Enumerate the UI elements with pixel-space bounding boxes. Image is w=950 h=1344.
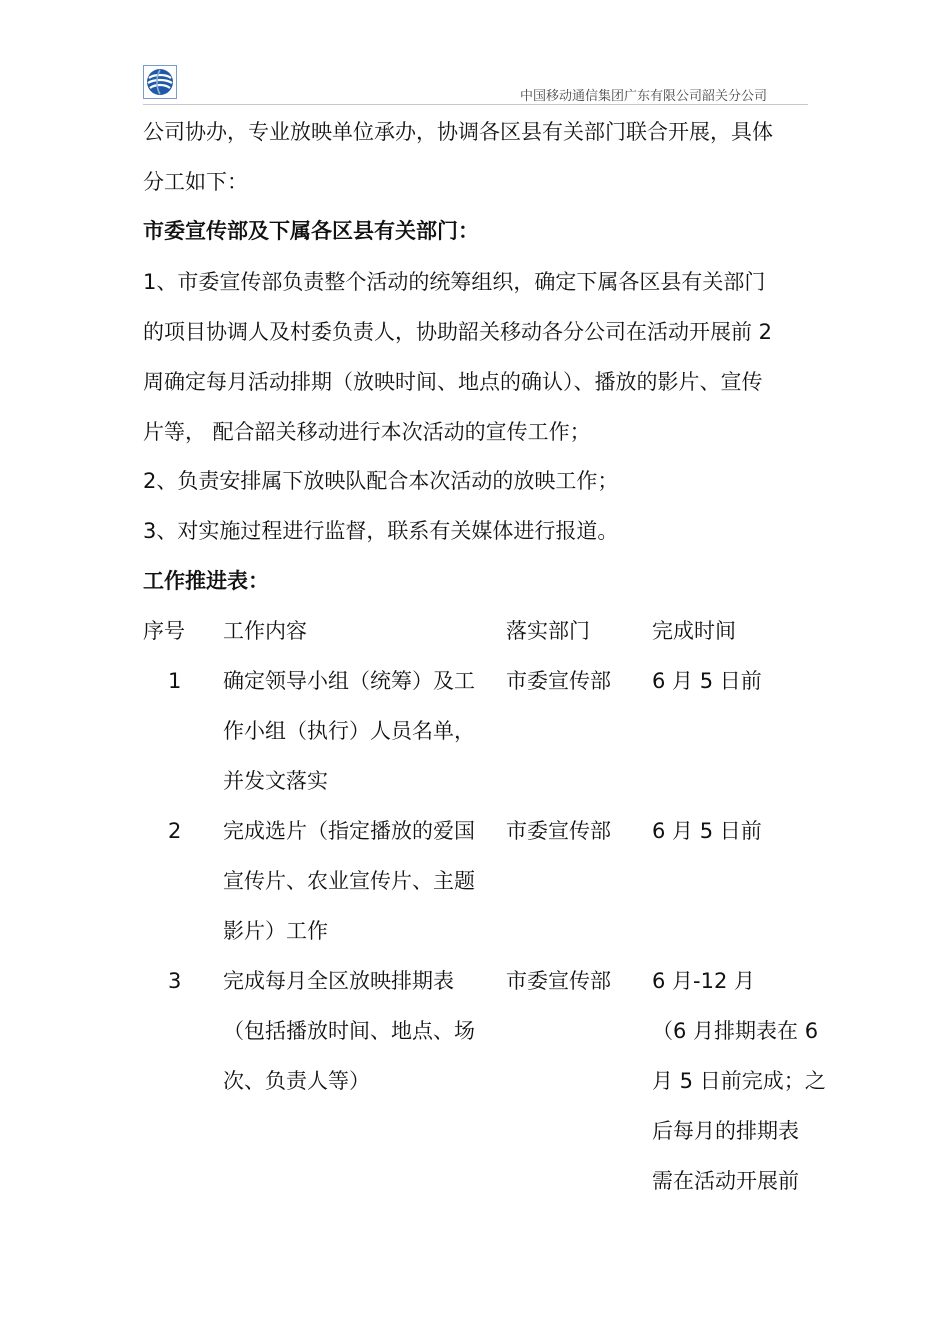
table-header-seq: 序号 bbox=[143, 619, 185, 643]
row-time-line: 需在活动开展前 bbox=[652, 1169, 799, 1193]
section-heading: 市委宣传部及下属各区县有关部门： bbox=[143, 219, 479, 243]
row-work-line: （包括播放时间、地点、场 bbox=[223, 1019, 475, 1043]
row-dept: 市委宣传部 bbox=[506, 669, 611, 693]
row-dept: 市委宣传部 bbox=[506, 969, 611, 993]
row-time-line: 后每月的排期表 bbox=[652, 1119, 799, 1143]
duty-line: 2、负责安排属下放映队配合本次活动的放映工作； bbox=[143, 469, 619, 493]
table-heading: 工作推进表： bbox=[143, 569, 269, 593]
row-time-line: 6 月 5 日前 bbox=[652, 819, 762, 843]
row-work-line: 次、负责人等） bbox=[223, 1069, 370, 1093]
row-work-line: 作小组（执行）人员名单， bbox=[223, 719, 475, 743]
row-time-line: （6 月排期表在 6 bbox=[652, 1019, 819, 1043]
row-work-line: 确定领导小组（统筹）及工 bbox=[223, 669, 475, 693]
table-header-work: 工作内容 bbox=[223, 619, 307, 643]
duty-line: 周确定每月活动排期（放映时间、地点的确认）、播放的影片、宣传 bbox=[143, 370, 763, 394]
intro-line: 分工如下： bbox=[143, 170, 248, 194]
table-header-dept: 落实部门 bbox=[506, 619, 590, 643]
row-time-line: 6 月 5 日前 bbox=[652, 669, 762, 693]
table-header-time: 完成时间 bbox=[652, 619, 736, 643]
header-organization: 中国移动通信集团广东有限公司韶关分公司 bbox=[520, 89, 768, 104]
row-work-line: 并发文落实 bbox=[223, 769, 328, 793]
duty-line: 1、市委宣传部负责整个活动的统筹组织，确定下属各区县有关部门 bbox=[143, 270, 766, 294]
row-work-line: 完成选片（指定播放的爱国 bbox=[223, 819, 475, 843]
row-seq: 1 bbox=[168, 669, 182, 693]
duty-line: 3、对实施过程进行监督，联系有关媒体进行报道。 bbox=[143, 519, 619, 543]
duty-line: 片等， 配合韶关移动进行本次活动的宣传工作； bbox=[143, 420, 591, 444]
intro-line: 公司协办，专业放映单位承办，协调各区县有关部门联合开展，具体 bbox=[143, 120, 773, 144]
row-seq: 2 bbox=[168, 819, 182, 843]
row-time-line: 月 5 日前完成；之 bbox=[652, 1069, 826, 1093]
row-work-line: 宣传片、农业宣传片、主题 bbox=[223, 869, 475, 893]
row-work-line: 影片）工作 bbox=[223, 919, 328, 943]
row-work-line: 完成每月全区放映排期表 bbox=[223, 969, 454, 993]
row-dept: 市委宣传部 bbox=[506, 819, 611, 843]
row-seq: 3 bbox=[168, 969, 182, 993]
duty-line: 的项目协调人及村委负责人，协助韶关移动各分公司在活动开展前 2 bbox=[143, 320, 773, 344]
header-divider bbox=[143, 104, 808, 105]
row-time-line: 6 月-12 月 bbox=[652, 969, 756, 993]
china-mobile-logo-icon bbox=[143, 65, 177, 99]
